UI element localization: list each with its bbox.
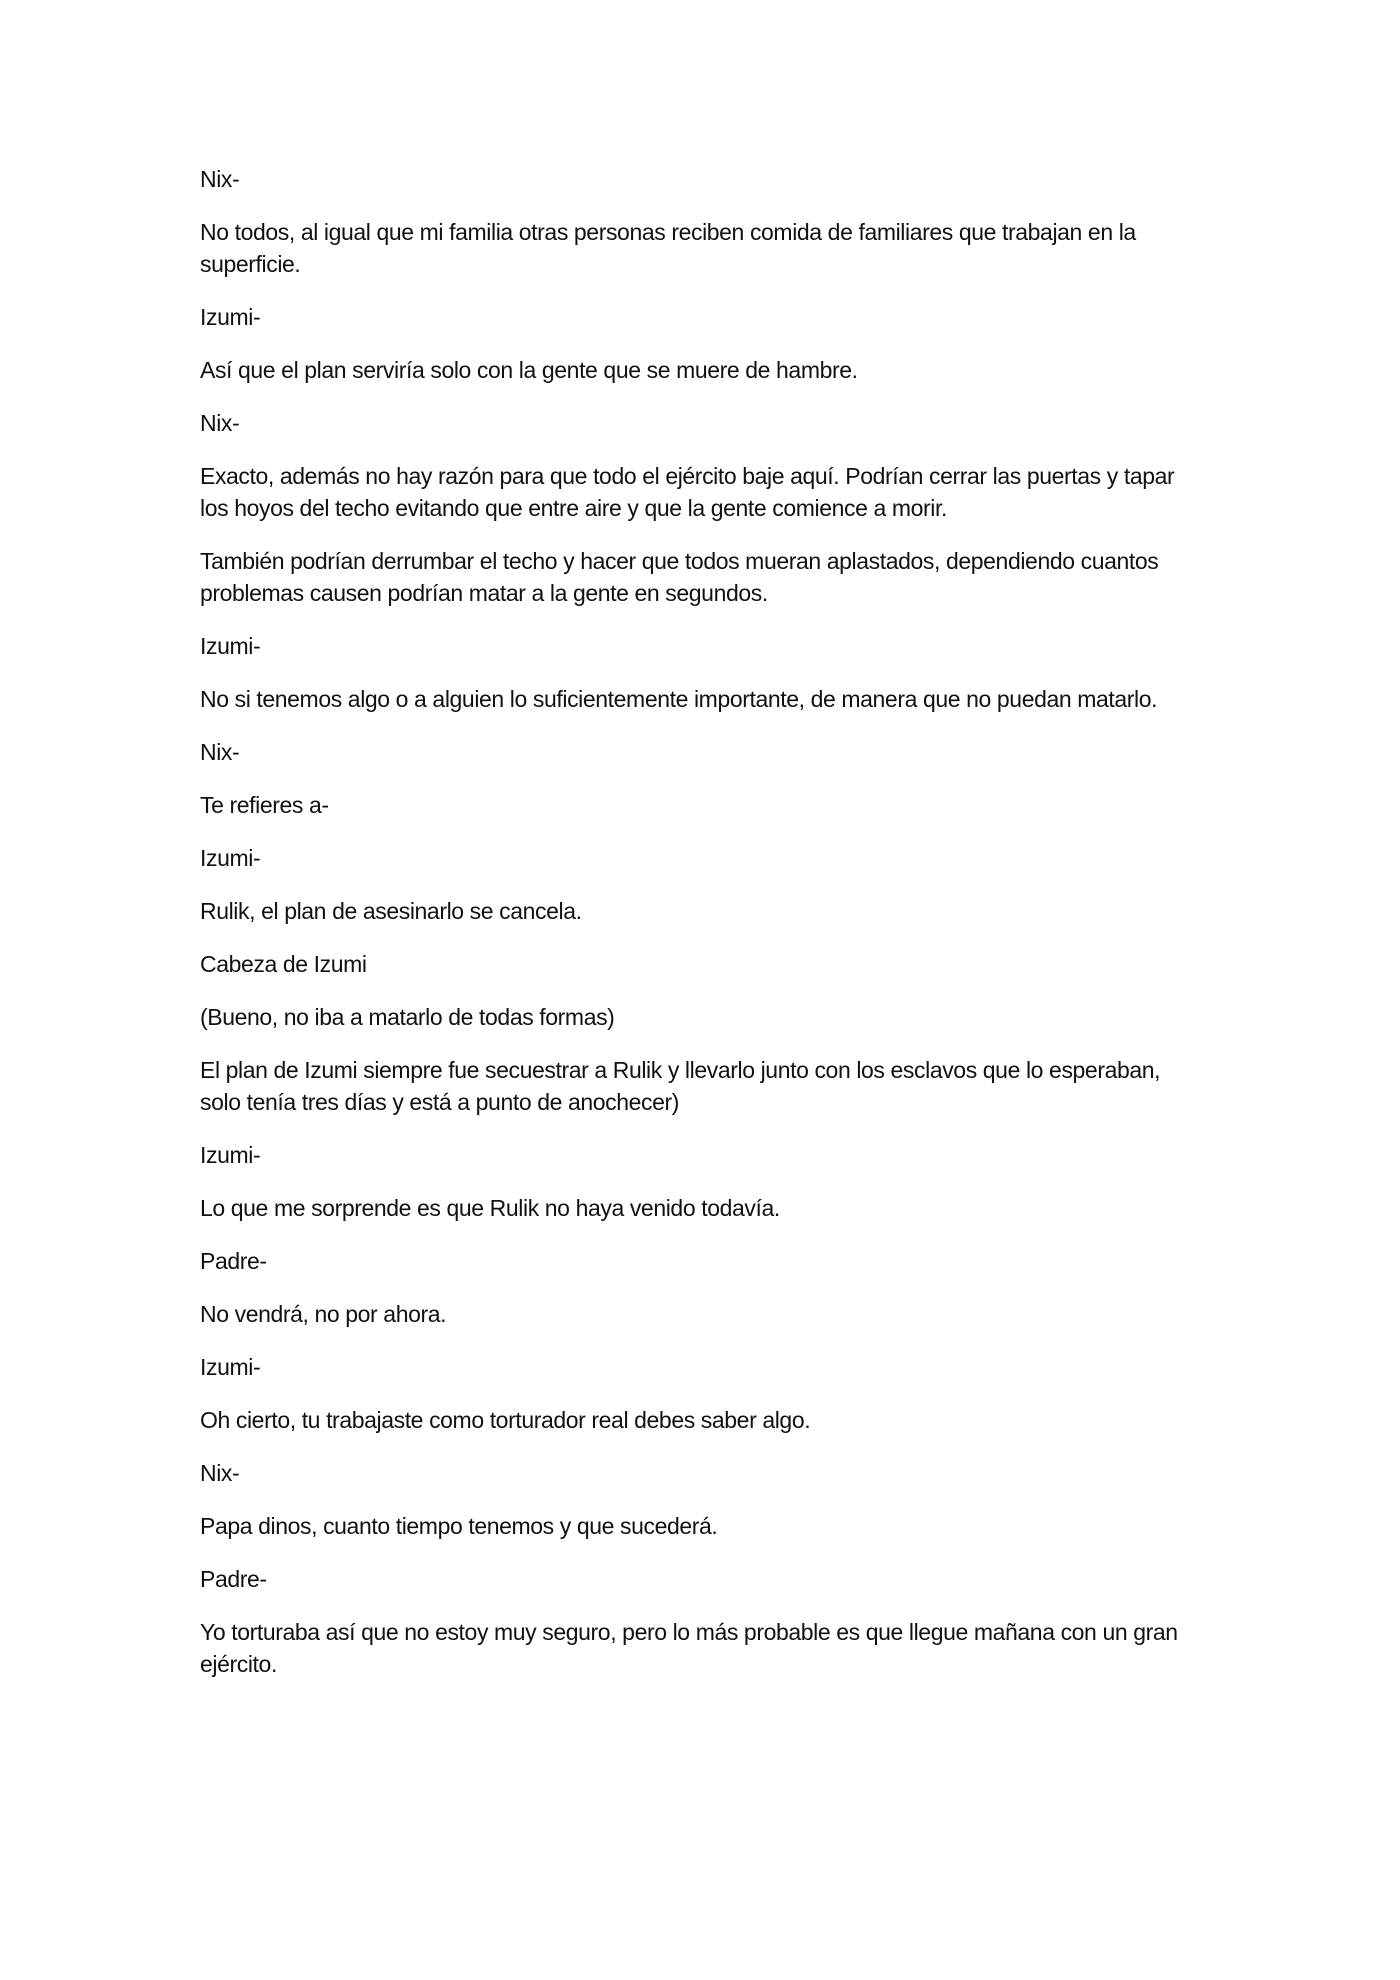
- speaker-label: Izumi-: [200, 1142, 261, 1168]
- speaker-label: Izumi-: [200, 304, 261, 330]
- speaker-label: Nix-: [200, 166, 240, 192]
- dialogue-line: Te refieres a-: [200, 792, 329, 818]
- speaker-label: Izumi-: [200, 1354, 261, 1380]
- dialogue-line: Yo torturaba así que no estoy muy seguro, pero lo más probable es que llegue mañana con un gran ejército.: [200, 1619, 1178, 1677]
- speaker-label: Izumi-: [200, 845, 261, 871]
- dialogue-line: Oh cierto, tu trabajaste como torturador real debes saber algo.: [200, 1407, 811, 1433]
- speaker-label: Cabeza de Izumi: [200, 951, 367, 977]
- dialogue-line: Lo que me sorprende es que Rulik no haya venido todavía.: [200, 1195, 780, 1221]
- speaker-label: Nix-: [200, 739, 240, 765]
- dialogue-line: No todos, al igual que mi familia otras personas reciben comida de familiares que trabajan en la superficie.: [200, 219, 1136, 277]
- dialogue-line: También podrían derrumbar el techo y hacer que todos mueran aplastados, dependiendo cuantos problemas causen podrían matar a la gente en segundos.: [200, 548, 1159, 606]
- speaker-label: Padre-: [200, 1248, 267, 1274]
- document-body: [200, 163, 1200, 1701]
- dialogue-line: Rulik, el plan de asesinarlo se cancela.: [200, 898, 582, 924]
- speaker-label: Padre-: [200, 1566, 267, 1592]
- dialogue-line: Exacto, además no hay razón para que todo el ejército baje aquí. Podrían cerrar las puertas y tapar los hoyos del techo evitando que entre aire y que la gente comience a morir.: [200, 463, 1175, 521]
- speaker-label: Nix-: [200, 410, 240, 436]
- narration-line: El plan de Izumi siempre fue secuestrar a Rulik y llevarlo junto con los esclavos que lo esperaban, solo tenía tres días y está a punto de anochecer): [200, 1057, 1161, 1115]
- dialogue-line: Papa dinos, cuanto tiempo tenemos y que sucederá.: [200, 1513, 718, 1539]
- speaker-label: Izumi-: [200, 633, 261, 659]
- dialogue-line: No si tenemos algo o a alguien lo suficientemente importante, de manera que no puedan matarlo.: [200, 686, 1158, 712]
- dialogue-line: Así que el plan serviría solo con la gente que se muere de hambre.: [200, 357, 858, 383]
- speaker-label: Nix-: [200, 1460, 240, 1486]
- thought-line: (Bueno, no iba a matarlo de todas formas): [200, 1004, 615, 1030]
- dialogue-line: No vendrá, no por ahora.: [200, 1301, 447, 1327]
